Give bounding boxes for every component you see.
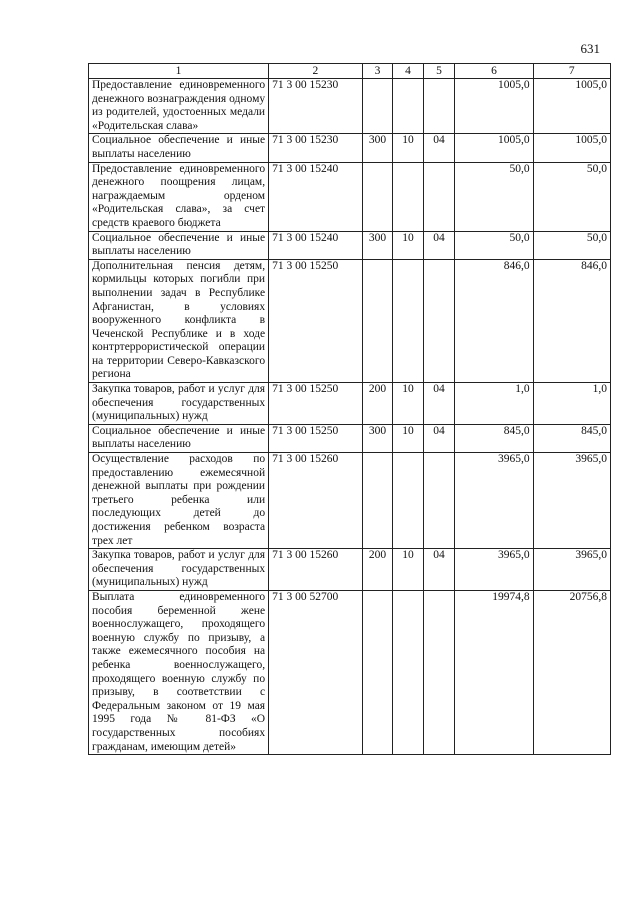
header-col-5: 5 xyxy=(423,64,455,79)
row-value-7: 3965,0 xyxy=(533,549,610,591)
row-name: Закупка товаров, работ и услуг для обеспечения государственных (муниципальных) нужд xyxy=(89,383,269,425)
row-col-4 xyxy=(393,162,424,231)
row-value-6: 50,0 xyxy=(455,162,533,231)
row-code: 71 3 00 15250 xyxy=(269,383,363,425)
row-value-7: 1,0 xyxy=(533,383,610,425)
header-col-7: 7 xyxy=(533,64,610,79)
table-row xyxy=(89,383,611,425)
table-row xyxy=(89,453,611,549)
page-number: 631 xyxy=(580,41,600,56)
row-col-5: 04 xyxy=(423,231,455,259)
row-value-7: 50,0 xyxy=(533,231,610,259)
row-name: Выплата единовременного пособия беременной жене военнослужащего, проходящего военную службу по призыву, а также ежемесячного пособия на ребенка военнослужащего, проходящего военную службу по призыву, в соответствии с Федеральным законом от 19 мая 1995 года № 81-ФЗ «О государственных пособиях гражданам, имеющим детей» xyxy=(89,590,269,754)
header-col-2: 2 xyxy=(269,64,363,79)
row-col-3: 300 xyxy=(362,424,393,452)
table-row xyxy=(89,231,611,259)
row-col-4: 10 xyxy=(393,549,424,591)
row-col-4: 10 xyxy=(393,424,424,452)
row-value-7: 845,0 xyxy=(533,424,610,452)
header-col-4: 4 xyxy=(393,64,424,79)
row-col-3 xyxy=(362,259,393,382)
row-value-6: 846,0 xyxy=(455,259,533,382)
row-value-7: 20756,8 xyxy=(533,590,610,754)
row-value-6: 845,0 xyxy=(455,424,533,452)
row-col-5 xyxy=(423,162,455,231)
row-code: 71 3 00 15250 xyxy=(269,424,363,452)
row-name: Предоставление единовременного денежного вознаграждения одному из родителей, удостоенных медали «Родительская слава» xyxy=(89,79,269,134)
table-row xyxy=(89,590,611,754)
header-col-1: 1 xyxy=(89,64,269,79)
row-value-6: 3965,0 xyxy=(455,549,533,591)
row-value-6: 1,0 xyxy=(455,383,533,425)
table-row xyxy=(89,79,611,134)
row-value-6: 50,0 xyxy=(455,231,533,259)
row-name: Дополнительная пенсия детям, кормильцы которых погибли при выполнении задач в Республике Афганистан, в условиях вооруженного конфликта в Чеченской Республике и в ходе контртеррористической операции на территории Северо-Кавказского региона xyxy=(89,259,269,382)
header-col-6: 6 xyxy=(455,64,533,79)
row-value-7: 846,0 xyxy=(533,259,610,382)
budget-table xyxy=(88,63,611,755)
row-code: 71 3 00 15230 xyxy=(269,134,363,162)
row-col-3: 200 xyxy=(362,383,393,425)
row-col-4 xyxy=(393,79,424,134)
row-value-7: 1005,0 xyxy=(533,134,610,162)
row-col-5 xyxy=(423,79,455,134)
row-name: Предоставление единовременного денежного поощрения лицам, награждаемым орденом «Родительская слава», за счет средств краевого бюджета xyxy=(89,162,269,231)
table-row xyxy=(89,162,611,231)
row-name: Закупка товаров, работ и услуг для обеспечения государственных (муниципальных) нужд xyxy=(89,549,269,591)
row-value-7: 50,0 xyxy=(533,162,610,231)
row-name: Осуществление расходов по предоставлению ежемесячной денежной выплаты при рождении третьего ребенка или последующих детей до достижения ребенком возраста трех лет xyxy=(89,453,269,549)
row-value-6: 1005,0 xyxy=(455,79,533,134)
row-code: 71 3 00 15260 xyxy=(269,549,363,591)
row-col-4 xyxy=(393,259,424,382)
table-row xyxy=(89,549,611,591)
row-value-6: 3965,0 xyxy=(455,453,533,549)
row-col-5 xyxy=(423,453,455,549)
row-col-3 xyxy=(362,590,393,754)
row-code: 71 3 00 52700 xyxy=(269,590,363,754)
row-name: Социальное обеспечение и иные выплаты населению xyxy=(89,231,269,259)
row-col-4 xyxy=(393,590,424,754)
row-value-6: 1005,0 xyxy=(455,134,533,162)
table-header-row xyxy=(89,64,611,79)
row-col-4: 10 xyxy=(393,134,424,162)
row-name: Социальное обеспечение и иные выплаты населению xyxy=(89,424,269,452)
row-col-4 xyxy=(393,453,424,549)
row-col-5: 04 xyxy=(423,549,455,591)
row-col-3: 300 xyxy=(362,231,393,259)
row-col-5: 04 xyxy=(423,424,455,452)
row-code: 71 3 00 15240 xyxy=(269,162,363,231)
row-value-7: 3965,0 xyxy=(533,453,610,549)
row-col-4: 10 xyxy=(393,231,424,259)
row-col-5 xyxy=(423,590,455,754)
table-row xyxy=(89,259,611,382)
row-col-3: 200 xyxy=(362,549,393,591)
row-code: 71 3 00 15240 xyxy=(269,231,363,259)
table-row xyxy=(89,134,611,162)
row-col-4: 10 xyxy=(393,383,424,425)
row-col-5 xyxy=(423,259,455,382)
row-value-6: 19974,8 xyxy=(455,590,533,754)
row-code: 71 3 00 15230 xyxy=(269,79,363,134)
row-code: 71 3 00 15260 xyxy=(269,453,363,549)
row-col-3 xyxy=(362,162,393,231)
row-code: 71 3 00 15250 xyxy=(269,259,363,382)
row-col-5: 04 xyxy=(423,383,455,425)
row-col-3 xyxy=(362,79,393,134)
table-row xyxy=(89,424,611,452)
row-col-3: 300 xyxy=(362,134,393,162)
row-value-7: 1005,0 xyxy=(533,79,610,134)
row-name: Социальное обеспечение и иные выплаты населению xyxy=(89,134,269,162)
row-col-3 xyxy=(362,453,393,549)
header-col-3: 3 xyxy=(362,64,393,79)
row-col-5: 04 xyxy=(423,134,455,162)
